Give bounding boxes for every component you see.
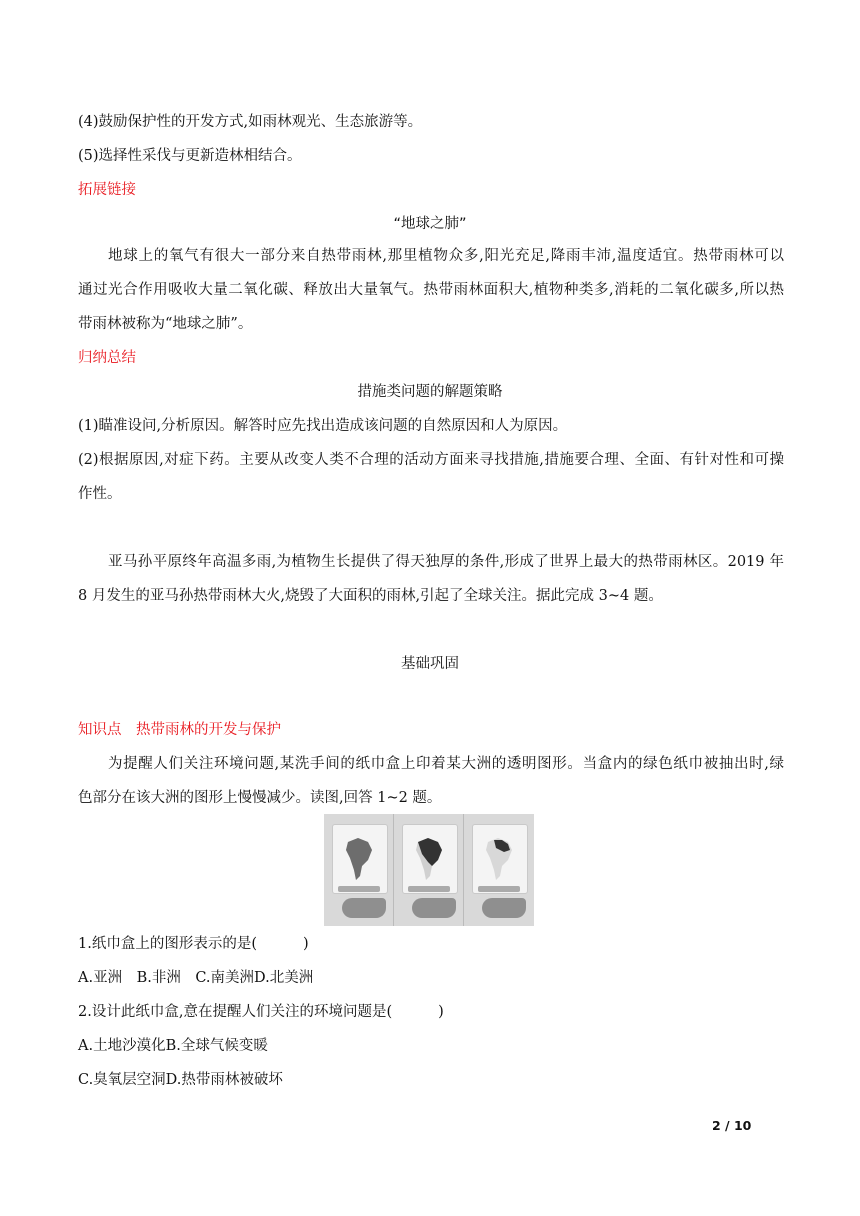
continent-map-icon bbox=[344, 836, 374, 882]
summary-item-2-line1: (2)根据原因,对症下药。主要从改变人类不合理的活动方面来寻找措施,措施要合理、全面、有针对性和可操 bbox=[78, 452, 784, 468]
extension-para-line3: 带雨林被称为“地球之肺”。 bbox=[78, 316, 253, 332]
extension-para-line1: 地球上的氧气有很大一部分来自热带雨林,那里植物众多,阳光充足,降雨丰沛,温度适宜。热带雨林可以 bbox=[108, 248, 784, 264]
tissue-box-panel-low bbox=[464, 814, 534, 926]
summary-item-2-line2: 作性。 bbox=[78, 486, 122, 502]
question-2-options-line2: C.臭氧层空洞D.热带雨林被破坏 bbox=[78, 1072, 283, 1088]
extension-title: “地球之肺” bbox=[393, 216, 467, 232]
measure-item-5: (5)选择性采伐与更新造林相结合。 bbox=[78, 148, 302, 164]
question-2-stem: 2.设计此纸巾盒,意在提醒人们关注的环境问题是( ) bbox=[78, 1004, 444, 1020]
summary-title: 措施类问题的解题策略 bbox=[357, 384, 503, 400]
hand-icon bbox=[412, 898, 456, 918]
measure-item-4: (4)鼓励保护性的开发方式,如雨林观光、生态旅游等。 bbox=[78, 114, 423, 130]
continent-map-icon bbox=[414, 836, 444, 882]
amazon-line1: 亚马孙平原终年高温多雨,为植物生长提供了得天独厚的条件,形成了世界上最大的热带雨林区。2019 年 bbox=[108, 554, 784, 570]
question-1-options: A.亚洲 B.非洲 C.南美洲D.北美洲 bbox=[78, 970, 314, 986]
tissue-box-figure bbox=[324, 814, 534, 926]
summary-item-1: (1)瞄准设问,分析原因。解答时应先找出造成该问题的自然原因和人为原因。 bbox=[78, 418, 568, 434]
question-1-stem: 1.纸巾盒上的图形表示的是( ) bbox=[78, 936, 309, 952]
page-number: 2 / 10 bbox=[712, 1118, 752, 1133]
knowledge-heading: 知识点 热带雨林的开发与保护 bbox=[78, 722, 281, 738]
question-2-options-line1: A.土地沙漠化B.全球气候变暖 bbox=[78, 1038, 268, 1054]
extension-para-line2: 通过光合作用吸收大量二氧化碳、释放出大量氧气。热带雨林面积大,植物种类多,消耗的二氧化碳多,所以热 bbox=[78, 282, 784, 298]
tissue-box-panel-half bbox=[394, 814, 464, 926]
amazon-line2: 8 月发生的亚马孙热带雨林大火,烧毁了大面积的雨林,引起了全球关注。据此完成 3~4 题。 bbox=[78, 588, 663, 604]
section-title: 基础巩固 bbox=[401, 656, 459, 672]
summary-heading: 归纳总结 bbox=[78, 350, 136, 366]
extension-heading: 拓展链接 bbox=[78, 182, 136, 198]
continent-map-icon bbox=[484, 836, 514, 882]
knowledge-intro-line1: 为提醒人们关注环境问题,某洗手间的纸巾盒上印着某大洲的透明图形。当盒内的绿色纸巾被抽出时,绿 bbox=[108, 756, 784, 772]
tissue-box-panel-full bbox=[324, 814, 394, 926]
hand-icon bbox=[342, 898, 386, 918]
hand-icon bbox=[482, 898, 526, 918]
knowledge-intro-line2: 色部分在该大洲的图形上慢慢减少。读图,回答 1~2 题。 bbox=[78, 790, 442, 806]
